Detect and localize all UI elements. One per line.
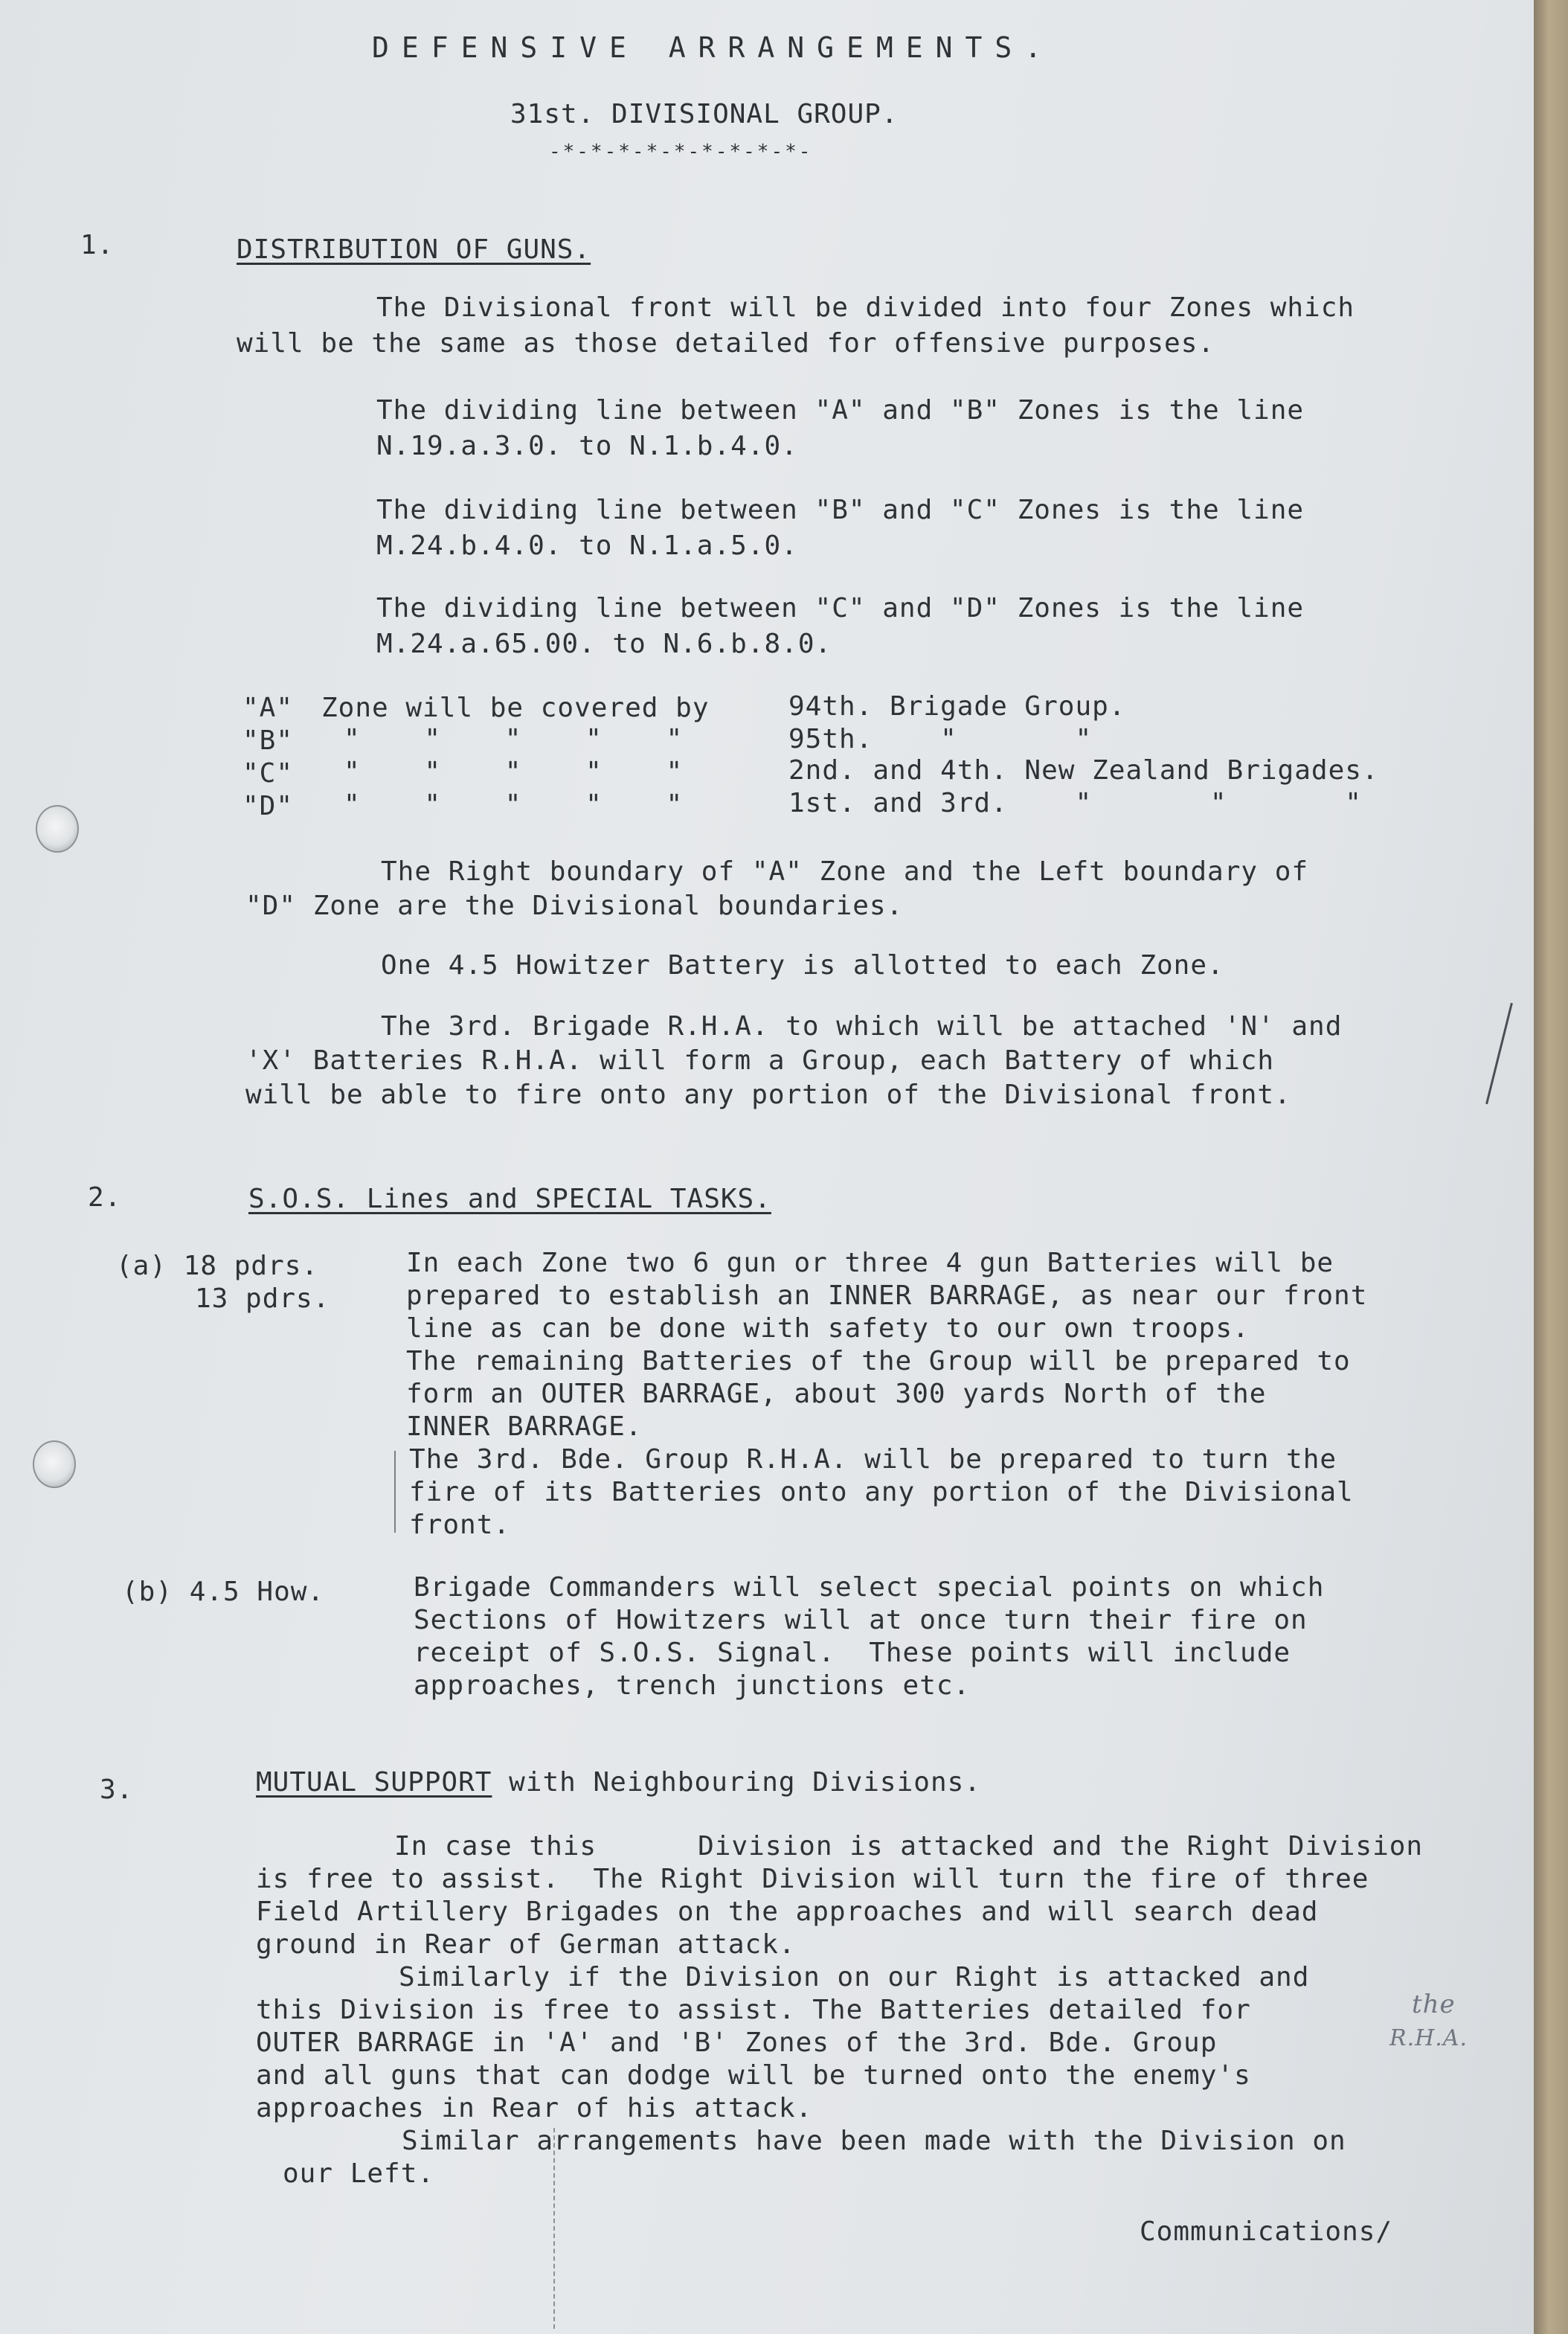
title-divider: -*-*-*-*-*-*-*-*-*- bbox=[549, 141, 813, 163]
section-1-number: 1. bbox=[80, 230, 115, 260]
rha-line-1: The 3rd. Brigade R.H.A. to which will be attached 'N' and bbox=[381, 1011, 1343, 1042]
item-a-side-mark bbox=[394, 1451, 396, 1533]
zone-a-group: 94th. Brigade Group. bbox=[788, 691, 1126, 722]
support-line-7: OUTER BARRAGE in 'A' and 'B' Zones of the 3rd. Bde. Group bbox=[256, 2027, 1218, 2058]
support-line-6: this Division is free to assist. The Batteries detailed for bbox=[256, 1995, 1251, 2025]
section-2-number: 2. bbox=[88, 1182, 122, 1213]
section-1-intro-line-1: The Divisional front will be divided into four Zones which bbox=[376, 292, 1355, 323]
item-b-line-4: approaches, trench junctions etc. bbox=[414, 1670, 971, 1701]
catchword: Communications/ bbox=[1140, 2216, 1393, 2247]
zone-d-text: " " " " " bbox=[344, 789, 683, 820]
zone-c-text: " " " " " bbox=[344, 757, 683, 787]
punch-hole-upper bbox=[36, 805, 79, 853]
rha-line-3: will be able to fire onto any portion of the Divisional front. bbox=[245, 1080, 1291, 1110]
section-3-heading-line bbox=[256, 1766, 981, 1799]
section-1-intro-line-2: will be the same as those detailed for offensive purposes. bbox=[237, 328, 1215, 359]
zone-a-text: Zone will be covered by bbox=[321, 693, 710, 723]
zone-d-group: 1st. and 3rd. " " " bbox=[788, 788, 1362, 818]
howitzer-allotment: One 4.5 Howitzer Battery is allotted to each Zone. bbox=[381, 950, 1224, 981]
section-1-heading: DISTRIBUTION OF GUNS. bbox=[237, 234, 591, 265]
zone-c-group: 2nd. and 4th. New Zealand Brigades. bbox=[788, 755, 1379, 786]
dividing-line-ab: The dividing line between "A" and "B" Zones is the line bbox=[376, 395, 1305, 426]
item-b-line-2: Sections of Howitzers will at once turn their fire on bbox=[414, 1605, 1308, 1635]
section-3-number: 3. bbox=[100, 1774, 134, 1805]
support-line-5: Similarly if the Division on our Right is attacked and bbox=[399, 1962, 1310, 1992]
pencil-insertion-the: the bbox=[1412, 1990, 1456, 2019]
support-line-2: is free to assist. The Right Division will turn the fire of three bbox=[256, 1864, 1369, 1894]
section-3-heading: MUTUAL SUPPORT bbox=[256, 1767, 492, 1798]
dividing-line-bc-ref: M.24.b.4.0. to N.1.a.5.0. bbox=[376, 530, 798, 561]
item-a-line-5: form an OUTER BARRAGE, about 300 yards North of the bbox=[406, 1379, 1267, 1409]
item-a-label-2: 13 pdrs. bbox=[195, 1283, 330, 1314]
item-a-line-4: The remaining Batteries of the Group will be prepared to bbox=[406, 1346, 1351, 1376]
item-b-line-3: receipt of S.O.S. Signal. These points will include bbox=[414, 1638, 1291, 1668]
zone-b-text: " " " " " bbox=[344, 724, 683, 754]
section-2-heading: S.O.S. Lines and SPECIAL TASKS. bbox=[248, 1184, 771, 1214]
support-line-8: and all guns that can dodge will be turned onto the enemy's bbox=[256, 2060, 1251, 2091]
rha-line-2: 'X' Batteries R.H.A. will form a Group, each Battery of which bbox=[245, 1045, 1275, 1076]
item-a-label: (a) 18 pdrs. bbox=[116, 1251, 319, 1281]
fold-crease bbox=[553, 2128, 555, 2329]
support-line-3: Field Artillery Brigades on the approaches and will search dead bbox=[256, 1897, 1319, 1927]
punch-hole-lower bbox=[33, 1440, 76, 1488]
item-b-line-1: Brigade Commanders will select special points on which bbox=[414, 1572, 1325, 1603]
support-line-10: Similar arrangements have been made with the Division on bbox=[402, 2126, 1346, 2156]
zone-a-label: "A" bbox=[242, 693, 294, 723]
item-b-label: (b) 4.5 How. bbox=[122, 1577, 325, 1607]
support-line-9: approaches in Rear of his attack. bbox=[256, 2093, 813, 2123]
zone-b-label: "B" bbox=[242, 725, 294, 756]
zone-d-label: "D" bbox=[242, 791, 294, 821]
document-title: DEFENSIVE ARRANGEMENTS. bbox=[372, 31, 1055, 64]
item-a-line-1: In each Zone two 6 gun or three 4 gun Batteries will be bbox=[406, 1248, 1334, 1278]
item-a-line-6: INNER BARRAGE. bbox=[406, 1411, 643, 1442]
boundary-line-2: "D" Zone are the Divisional boundaries. bbox=[245, 891, 904, 921]
dividing-line-cd: The dividing line between "C" and "D" Zones is the line bbox=[376, 593, 1305, 623]
support-line-1: In case this Division is attacked and the Right Division bbox=[394, 1831, 1424, 1862]
zone-b-group: 95th. " " bbox=[788, 724, 1093, 754]
dividing-line-ab-ref: N.19.a.3.0. to N.1.b.4.0. bbox=[376, 431, 798, 461]
dividing-line-cd-ref: M.24.a.65.00. to N.6.b.8.0. bbox=[376, 629, 832, 659]
zone-c-label: "C" bbox=[242, 758, 294, 789]
support-line-4: ground in Rear of German attack. bbox=[256, 1929, 796, 1960]
boundary-line-1: The Right boundary of "A" Zone and the Left boundary of bbox=[381, 856, 1309, 887]
document-subtitle: 31st. DIVISIONAL GROUP. bbox=[510, 99, 899, 129]
dividing-line-bc: The dividing line between "B" and "C" Zones is the line bbox=[376, 495, 1305, 525]
item-a-line-8: fire of its Batteries onto any portion of the Divisional bbox=[409, 1477, 1354, 1507]
pencil-insertion-rha: R.H.A. bbox=[1389, 2025, 1468, 2051]
item-a-line-2: prepared to establish an INNER BARRAGE, as near our front bbox=[406, 1280, 1368, 1311]
item-a-line-7: The 3rd. Bde. Group R.H.A. will be prepared to turn the bbox=[409, 1444, 1337, 1475]
section-3-heading-rest: with Neighbouring Divisions. bbox=[492, 1767, 981, 1798]
page-edge bbox=[1534, 0, 1568, 2334]
item-a-line-9: front. bbox=[409, 1510, 511, 1540]
support-line-11: our Left. bbox=[283, 2158, 435, 2189]
item-a-line-3: line as can be done with safety to our own troops. bbox=[406, 1313, 1250, 1344]
